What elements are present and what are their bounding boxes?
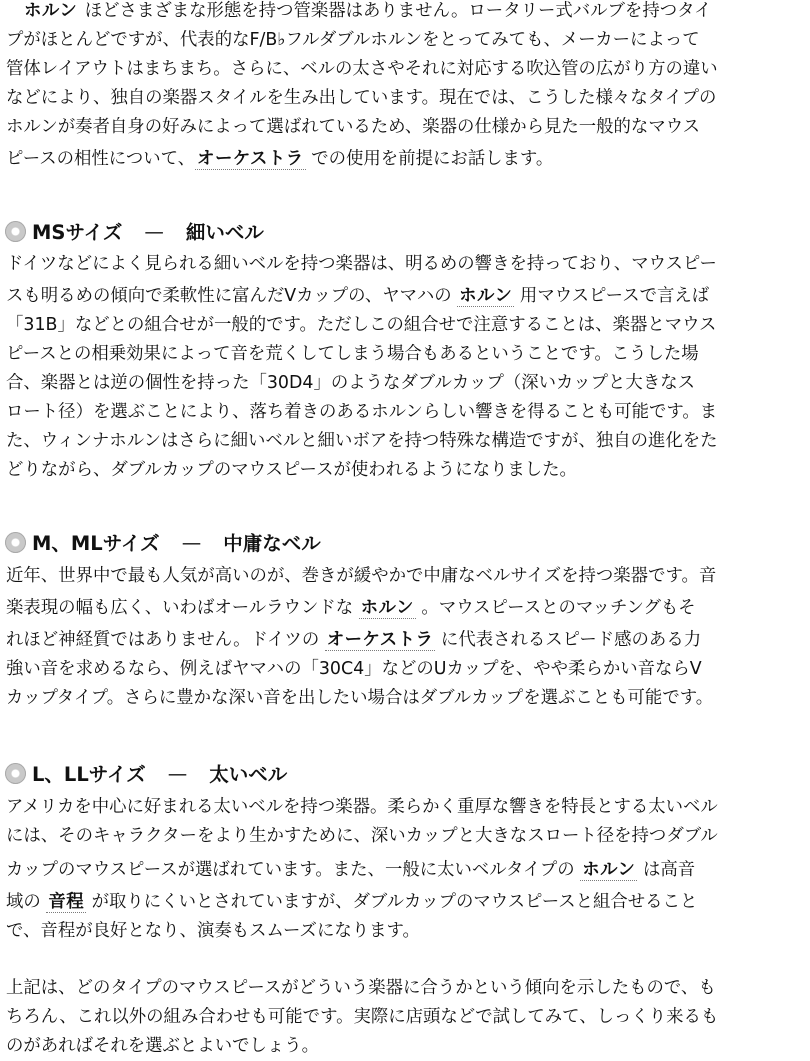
text-line: カップのマウスピースが選ばれています。また、一般に太いベルタイプの ホルン は高音 [6, 860, 696, 880]
text-line: 楽表現の幅も広く、いわばオールラウンドな ホルン 。マウスピースとのマッチングもそ [6, 598, 696, 618]
text-line: ピースの相性について、 オーケストラ での使用を前提にお話します。 [6, 149, 554, 169]
closing-paragraph [6, 974, 806, 1061]
intro-paragraph [6, 0, 806, 174]
text-line: 「31B」などとの組合せが一般的です。ただしこの組合せで注意することは、楽器とマウス [6, 315, 717, 335]
heading-size: MSサイズ [32, 221, 123, 244]
text-line: た、ウィンナホルンはさらに細いベルと細いボアを持つ特殊な構造ですが、独自の進化をた [6, 431, 718, 451]
heading-dash: — [167, 761, 188, 785]
text-line: スも明るめの傾向で柔軟性に富んだVカップの、ヤマハの ホルン 用マウスピースで言えば [6, 286, 710, 306]
text-line: ピースとの相乗効果によって音を荒くしてしまう場合もあるということです。こうした場 [6, 344, 699, 364]
heading-size: L、LLサイズ [32, 763, 146, 786]
section-heading-ms [5, 216, 264, 246]
text-line: のがあればそれを選ぶとよいでしょう。 [6, 1036, 320, 1056]
text-line: カップタイプ。さらに豊かな深い音を出したい場合はダブルカップを選ぶことも可能です。 [6, 688, 714, 708]
text-line: 合、楽器とは逆の個性を持った「30D4」のようなダブルカップ（深いカップと大きなス [6, 373, 695, 393]
section-m-ml-paragraph [6, 562, 806, 713]
text-line: 域の 音程 が取りにくいとされていますが、ダブルカップのマウスピースと組合せること [6, 892, 698, 912]
heading-dash: — [144, 219, 164, 243]
text-line: 管体レイアウトはまちまち。さらに、ベルの太さやそれに対応する吹込管の広がり方の違い [6, 59, 718, 79]
link-orchestra[interactable]: オーケストラ [197, 149, 304, 169]
text-line: ホルン ほどさまざまな形態を持つ管楽器はありません。ロータリー式バルブを持つタイ [24, 1, 712, 21]
text-line: 近年、世界中で最も人気が高いのが、巻きが緩やかで中庸なベルサイズを持つ楽器です。音 [6, 566, 717, 586]
heading-bell: 太いベル [209, 763, 288, 786]
text-line: れほど神経質ではありません。ドイツの オーケストラ に代表されるスピード感のある力 [6, 630, 702, 650]
text-line: プがほとんどですが、代表的なF/B♭フルダブルホルンをとってみても、メーカーによって [6, 30, 700, 50]
section-heading-l-ll [5, 758, 287, 788]
link-horn[interactable]: ホルン [459, 286, 513, 306]
section-ms-paragraph [6, 250, 806, 485]
heading-bell: 中庸なベル [223, 532, 321, 555]
text-line: アメリカを中心に好まれる太いベルを持つ楽器。柔らかく重厚な響きを特長とする太いベル [6, 797, 718, 817]
text-line: 強い音を求めるなら、例えばヤマハの「30C4」などのUカップを、やや柔らかい音ならV [6, 659, 702, 679]
text-line: ホルンが奏者自身の好みによって選ばれているため、楽器の仕様から見た一般的なマウス [6, 117, 700, 137]
link-orchestra[interactable]: オーケストラ [326, 630, 434, 650]
text-line: どりながら、ダブルカップのマウスピースが使われるようになりました。 [6, 460, 577, 480]
text-line: ロート径）を選ぶことにより、落ち着きのあるホルンらしい響きを得ることも可能です。ま [6, 402, 718, 422]
section-heading-m-ml [5, 527, 321, 557]
section-l-ll-paragraph [6, 793, 806, 946]
circle-bullet-icon [5, 763, 26, 784]
heading-size: M、MLサイズ [32, 532, 160, 555]
link-pitch[interactable]: 音程 [48, 892, 85, 912]
text-line: 上記は、どのタイプのマウスピースがどういう楽器に合うかという傾向を示したもので、も [6, 978, 716, 998]
text-line: で、音程が良好となり、演奏もスムーズになります。 [6, 921, 420, 941]
circle-bullet-icon [5, 532, 26, 553]
heading-bell: 細いベル [185, 221, 264, 244]
heading-dash: — [181, 530, 202, 554]
text-line: には、そのキャラクターをより生かすために、深いカップと大きなスロート径を持つダブル [6, 826, 718, 846]
link-horn[interactable]: ホルン [582, 860, 636, 880]
text-line: ちろん、これ以外の組み合わせも可能です。実際に店頭などで試してみて、しっくり来るも [6, 1007, 719, 1027]
text-line: ドイツなどによく見られる細いベルを持つ楽器は、明るめの響きを持っており、マウスピー [6, 254, 717, 274]
keyword-horn: ホルン [24, 1, 78, 21]
link-horn[interactable]: ホルン [360, 598, 414, 618]
text-line: などにより、独自の楽器スタイルを生み出しています。現在では、こうした様々なタイプの [6, 88, 717, 108]
circle-bullet-icon [5, 221, 26, 242]
